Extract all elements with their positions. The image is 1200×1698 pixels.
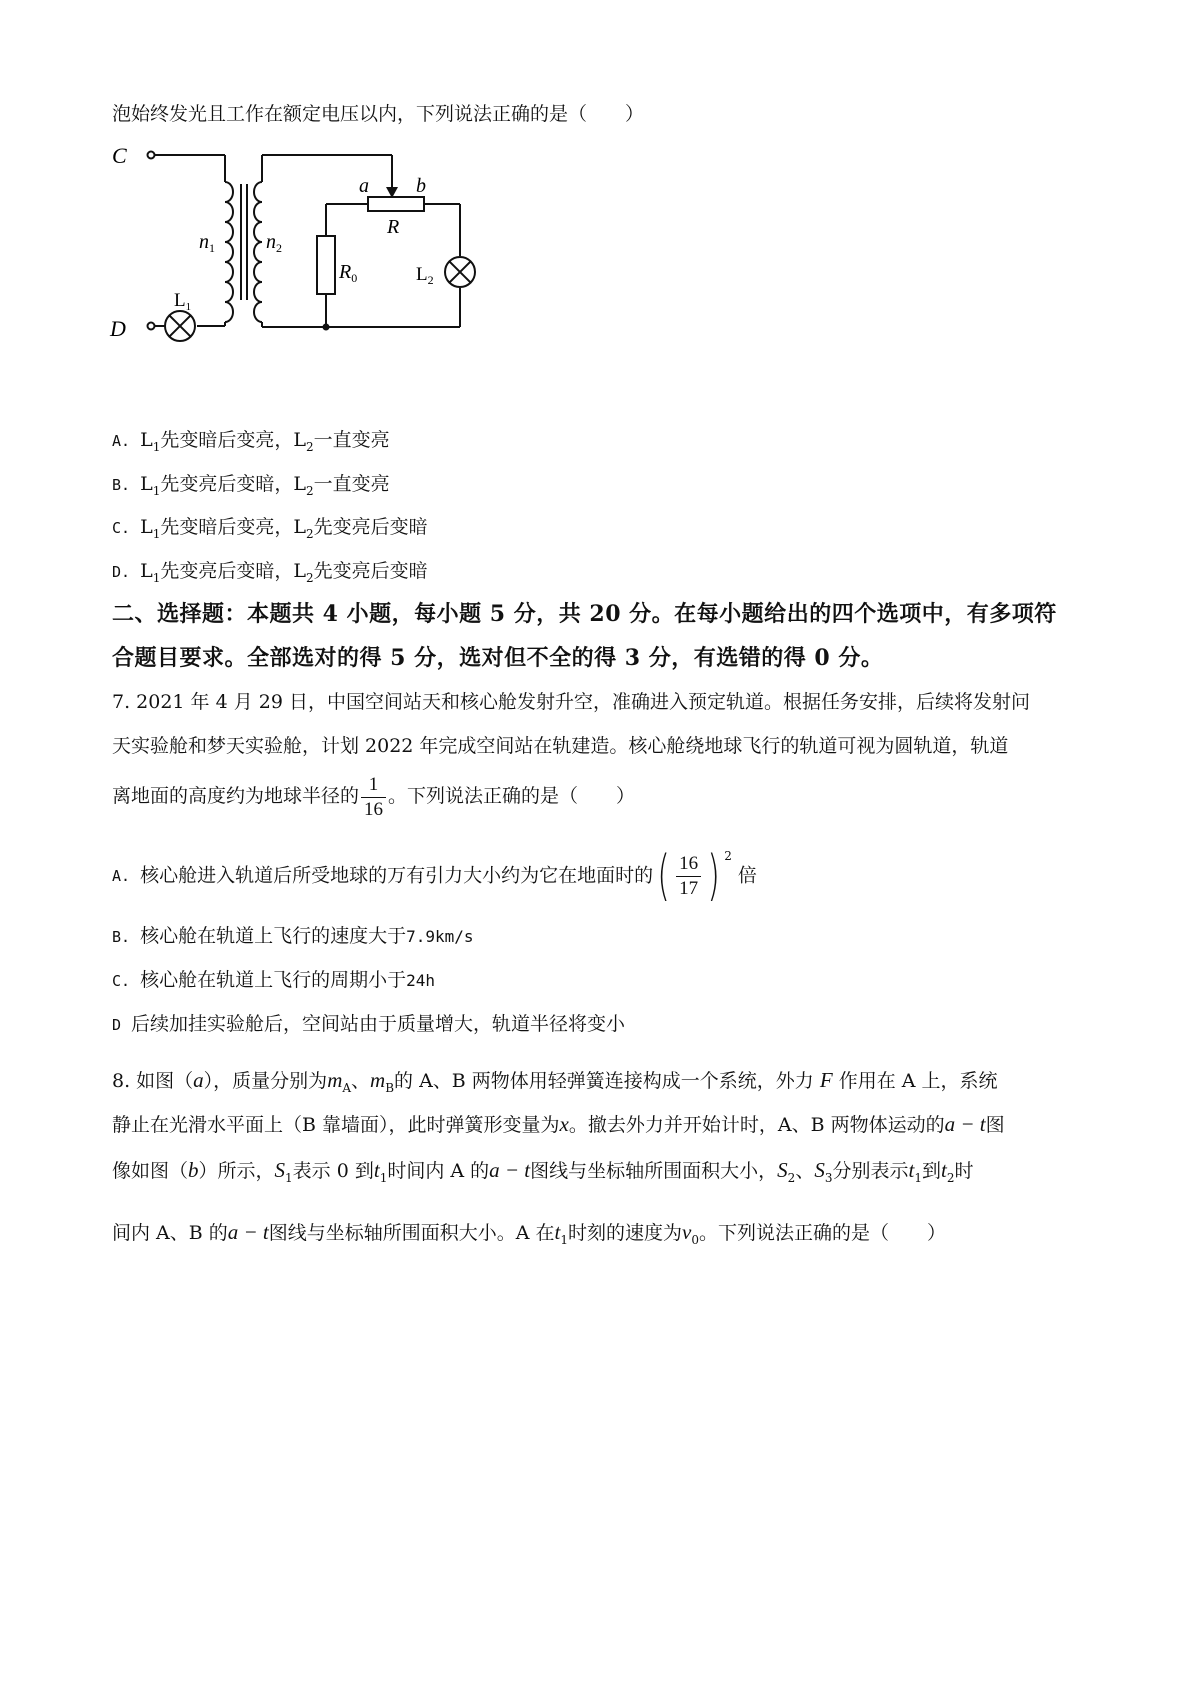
label-a: a [359, 175, 369, 197]
label-r: R [387, 216, 400, 238]
q6-option-c[interactable]: C. $L_1$先变暗后变亮，$L_2$先变亮后变暗 [112, 516, 428, 541]
label-b: b [416, 175, 426, 197]
resistor-r0 [317, 236, 335, 294]
q7-line1: 7. 2021 年 4 月 29 日，中国空间站天和核心舱发射升空，准确进入预定轨道。根据任务安排，后续将发射问 [112, 691, 1030, 713]
secondary-coil [254, 182, 262, 322]
q7-fraction: $\frac{1}{16}$ [361, 773, 386, 822]
label-c: C [112, 143, 127, 168]
label-r0: $R_0$ [339, 261, 358, 285]
q7-line3: 离地面的高度约为地球半径的 $\frac{1}{16}$ 。下列说法正确的是（ ） [112, 773, 636, 820]
q8-line3: 像如图（b）所示，$S_1$表示 0 到$t_1$时间内 A 的a − t图线与坐标轴所围面积大小，$S_2$、$S_3$分别表示$t_1$到$t_2$时 [112, 1158, 974, 1185]
circuit-diagram [100, 140, 540, 380]
section2-heading-line2: 合题目要求。全部选对的得 5 分，选对但不全的得 3 分，有选错的得 0 分。 [112, 645, 884, 671]
q7-option-a[interactable]: A. 核心舱进入轨道后所受地球的万有引力大小约为它在地面时的( $\frac{16}{17}$ ) $^2$ 倍 [112, 844, 757, 908]
primary-coil [225, 182, 233, 322]
q7-option-b[interactable]: B. 核心舱在轨道上飞行的速度大于7.9km/s [112, 925, 474, 947]
q8-line2: 静止在光滑水平面上（B 靠墙面），此时弹簧形变量为x。撤去外力并开始计时，A、B 两物体运动的a − t图 [112, 1112, 1005, 1136]
q8-line1: 8. 如图（a），质量分别为$m_A$、$m_B$的 A、B 两物体用轻弹簧连接构成一个系统，外力 F 作用在 A 上，系统 [112, 1068, 998, 1095]
intro-line: 泡始终发光且工作在额定电压以内，下列说法正确的是（ ） [112, 103, 645, 125]
label-l1: $L_1$ [174, 290, 192, 313]
terminal-c [148, 152, 155, 159]
rheostat-r [368, 197, 424, 211]
junction-dot [323, 324, 330, 331]
section2-heading-line1: 二、选择题：本题共 4 小题，每小题 5 分，共 20 分。在每小题给出的四个选项中，有多项符 [112, 601, 1057, 627]
label-d: D [110, 316, 126, 341]
label-n2: $n_2$ [266, 231, 282, 255]
q7-line2: 天实验舱和梦天实验舱，计划 2022 年完成空间站在轨建造。核心舱绕地球飞行的轨道可视为圆轨道，轨道 [112, 735, 1009, 757]
q7-option-c[interactable]: C. 核心舱在轨道上飞行的周期小于24h [112, 969, 435, 991]
label-n1: $n_1$ [199, 231, 215, 255]
label-l2: $L_2$ [416, 264, 434, 287]
q8-line4: 间内 A、B 的a − t图线与坐标轴所围面积大小。A 在$t_1$时刻的速度为$v_0$。下列说法正确的是（ ） [112, 1220, 947, 1247]
q7-option-d[interactable]: D 后续加挂实验舱后，空间站由于质量增大，轨道半径将变小 [112, 1013, 626, 1035]
q6-option-a[interactable]: A. $L_1$先变暗后变亮，$L_2$一直变亮 [112, 429, 390, 454]
q6-option-b[interactable]: B. $L_1$先变亮后变暗，$L_2$一直变亮 [112, 473, 390, 498]
terminal-d [148, 323, 155, 330]
q6-option-d[interactable]: D. $L_1$先变亮后变暗，$L_2$先变亮后变暗 [112, 560, 428, 585]
